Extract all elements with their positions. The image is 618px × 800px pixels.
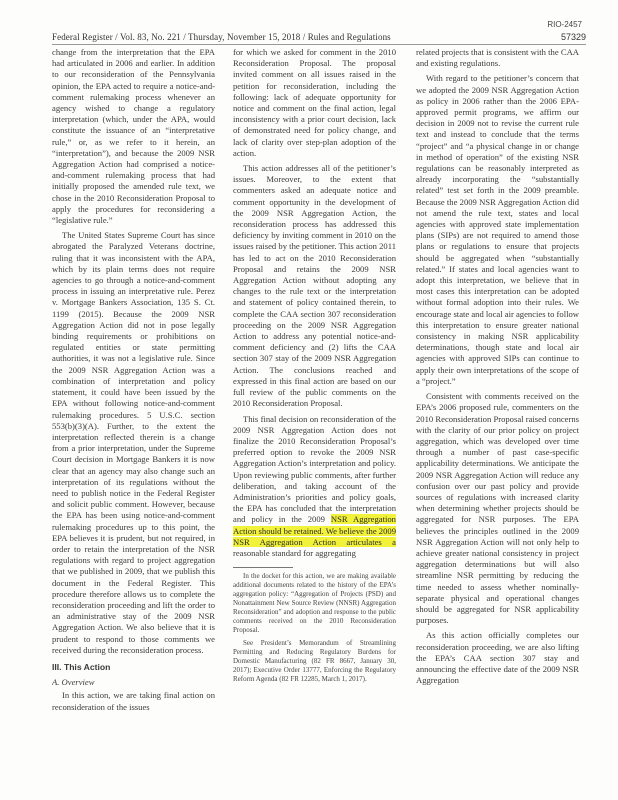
paragraph: This action addresses all of the petitioner’s issues. Moreover, to the extent that commenters asked an adequate notice and comment opportunity in the development of the 2009 NSR Aggregation Action, the reconsideration process has addressed this deficiency by inviting comment in 2010 on the issues raised by the petitioner. This action 2011 has led to act on the 2010 Reconsideration Proposal and retains the 2009 NSR Aggregation Action without adopting any changes to the rule text or the interpretation and statement of policy contained therein, to complete the CAA section 307 reconsideration proceeding on the 2009 NSR Aggregation Action to address any potential notice-and-comment deficiency and (2) lifts the CAA section 307 stay of the 2009 NSR Aggregation Action. The conclusions reached and expressed in this final action are based on our full review of the public comments on the 2010 Reconsideration Proposal. — [233, 163, 396, 409]
paragraph-text: This final decision on reconsideration of the 2009 NSR Aggregation Action does not finalize the 2010 Reconsideration Proposal’s preferred option to revoke the 2009 NSR Aggregation Action’s interpretation and policy. Upon reviewing public comments, after further deliberation, and taking account of the Administration’s priorities and policy goals, the EPA has concluded that the interpretation and policy in the 2009 — [233, 413, 396, 525]
highlighted-text: NSR Aggregation Action should be retained. We believe the 2009 NSR Aggregation Action articulates a — [233, 514, 396, 547]
header-page-number: 57329 — [560, 32, 586, 42]
paragraph-with-highlight — [233, 414, 396, 560]
paragraph-text: reasonable standard for aggregating — [233, 547, 356, 558]
paragraph: related projects that is consistent with the CAA and existing regulations. — [416, 47, 579, 69]
paragraph: change from the interpretation that the EPA had articulated in 2006 and earlier. In addition to our reconsideration of the Pennsylvania opinion, the EPA acted to require a notice-and-comment rulemaking process whenever an agency wished to change a regulatory interpretation (which, under the APA, would constitute the issuance of an “interpretative rule,” or, as we refer to it herein, an “interpretation”), and because the 2009 NSR Aggregation Action had comprised a notice-and-comment rulemaking process that had initially proposed the amended rule text, we chose in the 2010 Reconsideration Proposal to apply the procedures for reconsidering a “legislative rule.” — [52, 47, 215, 226]
footnote: In the docket for this action, we are making available additional documents related to the history of the EPA’s aggregation policy: “Aggregation of Projects (PSD) and Nonattainment New Source Review (NNSR) Aggregation Reconsideration” and adoption and response to the public comments received on the 2010 Reconsideration Proposal. — [233, 572, 396, 635]
paragraph: Consistent with comments received on the EPA’s 2006 proposed rule, commenters on the 2010 Reconsideration Proposal raised concerns with the clarity of our prior policy on project aggregation, which was developed over time through a number of past case-specific applicability determinations. We anticipate the 2009 NSR Aggregation Action will reduce any confusion over our past policy and provide sources of regulations with increased clarity when determining whether projects should be aggregated for NSR purposes. The EPA believes the principles outlined in the 2009 NSR Aggregation Action will not only help to achieve greater national consistency in project aggregation determinations but will also streamline NSR permitting by reducing the time needed to assess whether nominally-separate physical and operational changes should be aggregated for NSR applicability purposes. — [416, 391, 579, 626]
paragraph: With regard to the petitioner’s concern that we adopted the 2009 NSR Aggregation Action as policy in 2006 rather than the 2006 EPA-approved permit programs, we affirm our decision in 2009 not to revise the current rule text and instead to conclude that the terms “project” and “a physical change in or change in method of operation” of the existing NSR regulations can be reasonably interpreted as already incorporating the “substantially related” test set forth in the 2009 preamble. Because the 2009 NSR Aggregation Action did not amend the rule text, states and local agencies with approved state implementation plans (SIPs) are not required to amend those plans or regulations to ensure that projects should be aggregated when “substantially related.” If states and local agencies want to adopt this interpretation, we believe that in most cases this interpretation can be adopted without formal adoption into their rules. We encourage state and local air agencies to follow this interpretation to ensure greater national consistency in making NSR applicability determinations, though state and local air agencies with approved SIPs can continue to apply their own interpretations of the scope of a “project.” — [416, 73, 579, 386]
bates-number: RIO-2457 — [547, 20, 582, 29]
footnote: See President’s Memorandum of Streamlining Permitting and Reducing Regulatory Burdens for Domestic Manufacturing (82 FR 8667, January 30, 2017); Executive Order 13777, Enforcing the Regulatory Reform Agenda (82 FR 12285, March 1, 2017). — [233, 639, 396, 684]
paragraph: In this action, we are taking final action on reconsideration of the issues — [52, 690, 215, 712]
text-column-1 — [52, 47, 215, 762]
paragraph: for which we asked for comment in the 2010 Reconsideration Proposal. The proposal invited comment on all issues raised in the petition for reconsideration, including the following: lack of adequate opportunity for notice and comment on the final action, legal inconsistency with a prior court decision, lack of demonstrated need for policy change, and lack of clarity over step-plan adoption of the action. — [233, 47, 396, 158]
header-title: Federal Register / Vol. 83, No. 221 / Thursday, November 15, 2018 / Rules and Regulations — [52, 32, 391, 42]
footnote-divider — [233, 567, 293, 568]
text-column-2 — [233, 47, 396, 762]
section-heading: III. This Action — [52, 661, 111, 672]
page-header — [52, 32, 586, 45]
paragraph: As this action officially completes our reconsideration proceeding, we are also lifting the EPA’s CAA section 307 stay and announcing the effective date of the 2009 NSR Aggregation — [416, 630, 579, 686]
subsection-heading: A. Overview — [52, 677, 95, 688]
paragraph: The United States Supreme Court has since abrogated the Paralyzed Veterans doctrine, ruling that it was inconsistent with the APA, which by its plain terms does not require agencies to go through a notice-and-comment process in issuing an interpretative rule. Perez v. Mortgage Bankers Association, 135 S. Ct. 1199 (2015). Because the 2009 NSR Aggregation Action did not in pose legally binding requirements or prohibitions on regulated entities or state permitting authorities, it was not a legislative rule. Since the 2009 NSR Aggregation Action was a combination of interpretation and policy statement, it could have been issued by the EPA without following notice-and-comment rulemaking procedures. 5 U.S.C. section 553(b)(3)(A). Further, to the extent the interpretation reflected therein is a change from a prior interpretation, under the Supreme Court decision in Mortgage Bankers it is now clear that an agency may also change such an interpretation of its regulations without the need to publish notice in the Federal Register and solicit public comment. However, because the EPA has been using notice-and-comment rulemaking procedures up to this point, the EPA believes it is prudent, but not required, in order to retain the interpretation of the NSR regulations with regard to project aggregation that we published in 2009, that we publish this document in the Federal Register. This procedure therefore allows us to complete the reconsideration proceeding and lift the order to an administrative stay of the 2009 NSR Aggregation Action. We also believe that it is prudent to respond to those comments we received during the reconsideration process. — [52, 230, 215, 655]
text-column-3 — [416, 47, 579, 762]
